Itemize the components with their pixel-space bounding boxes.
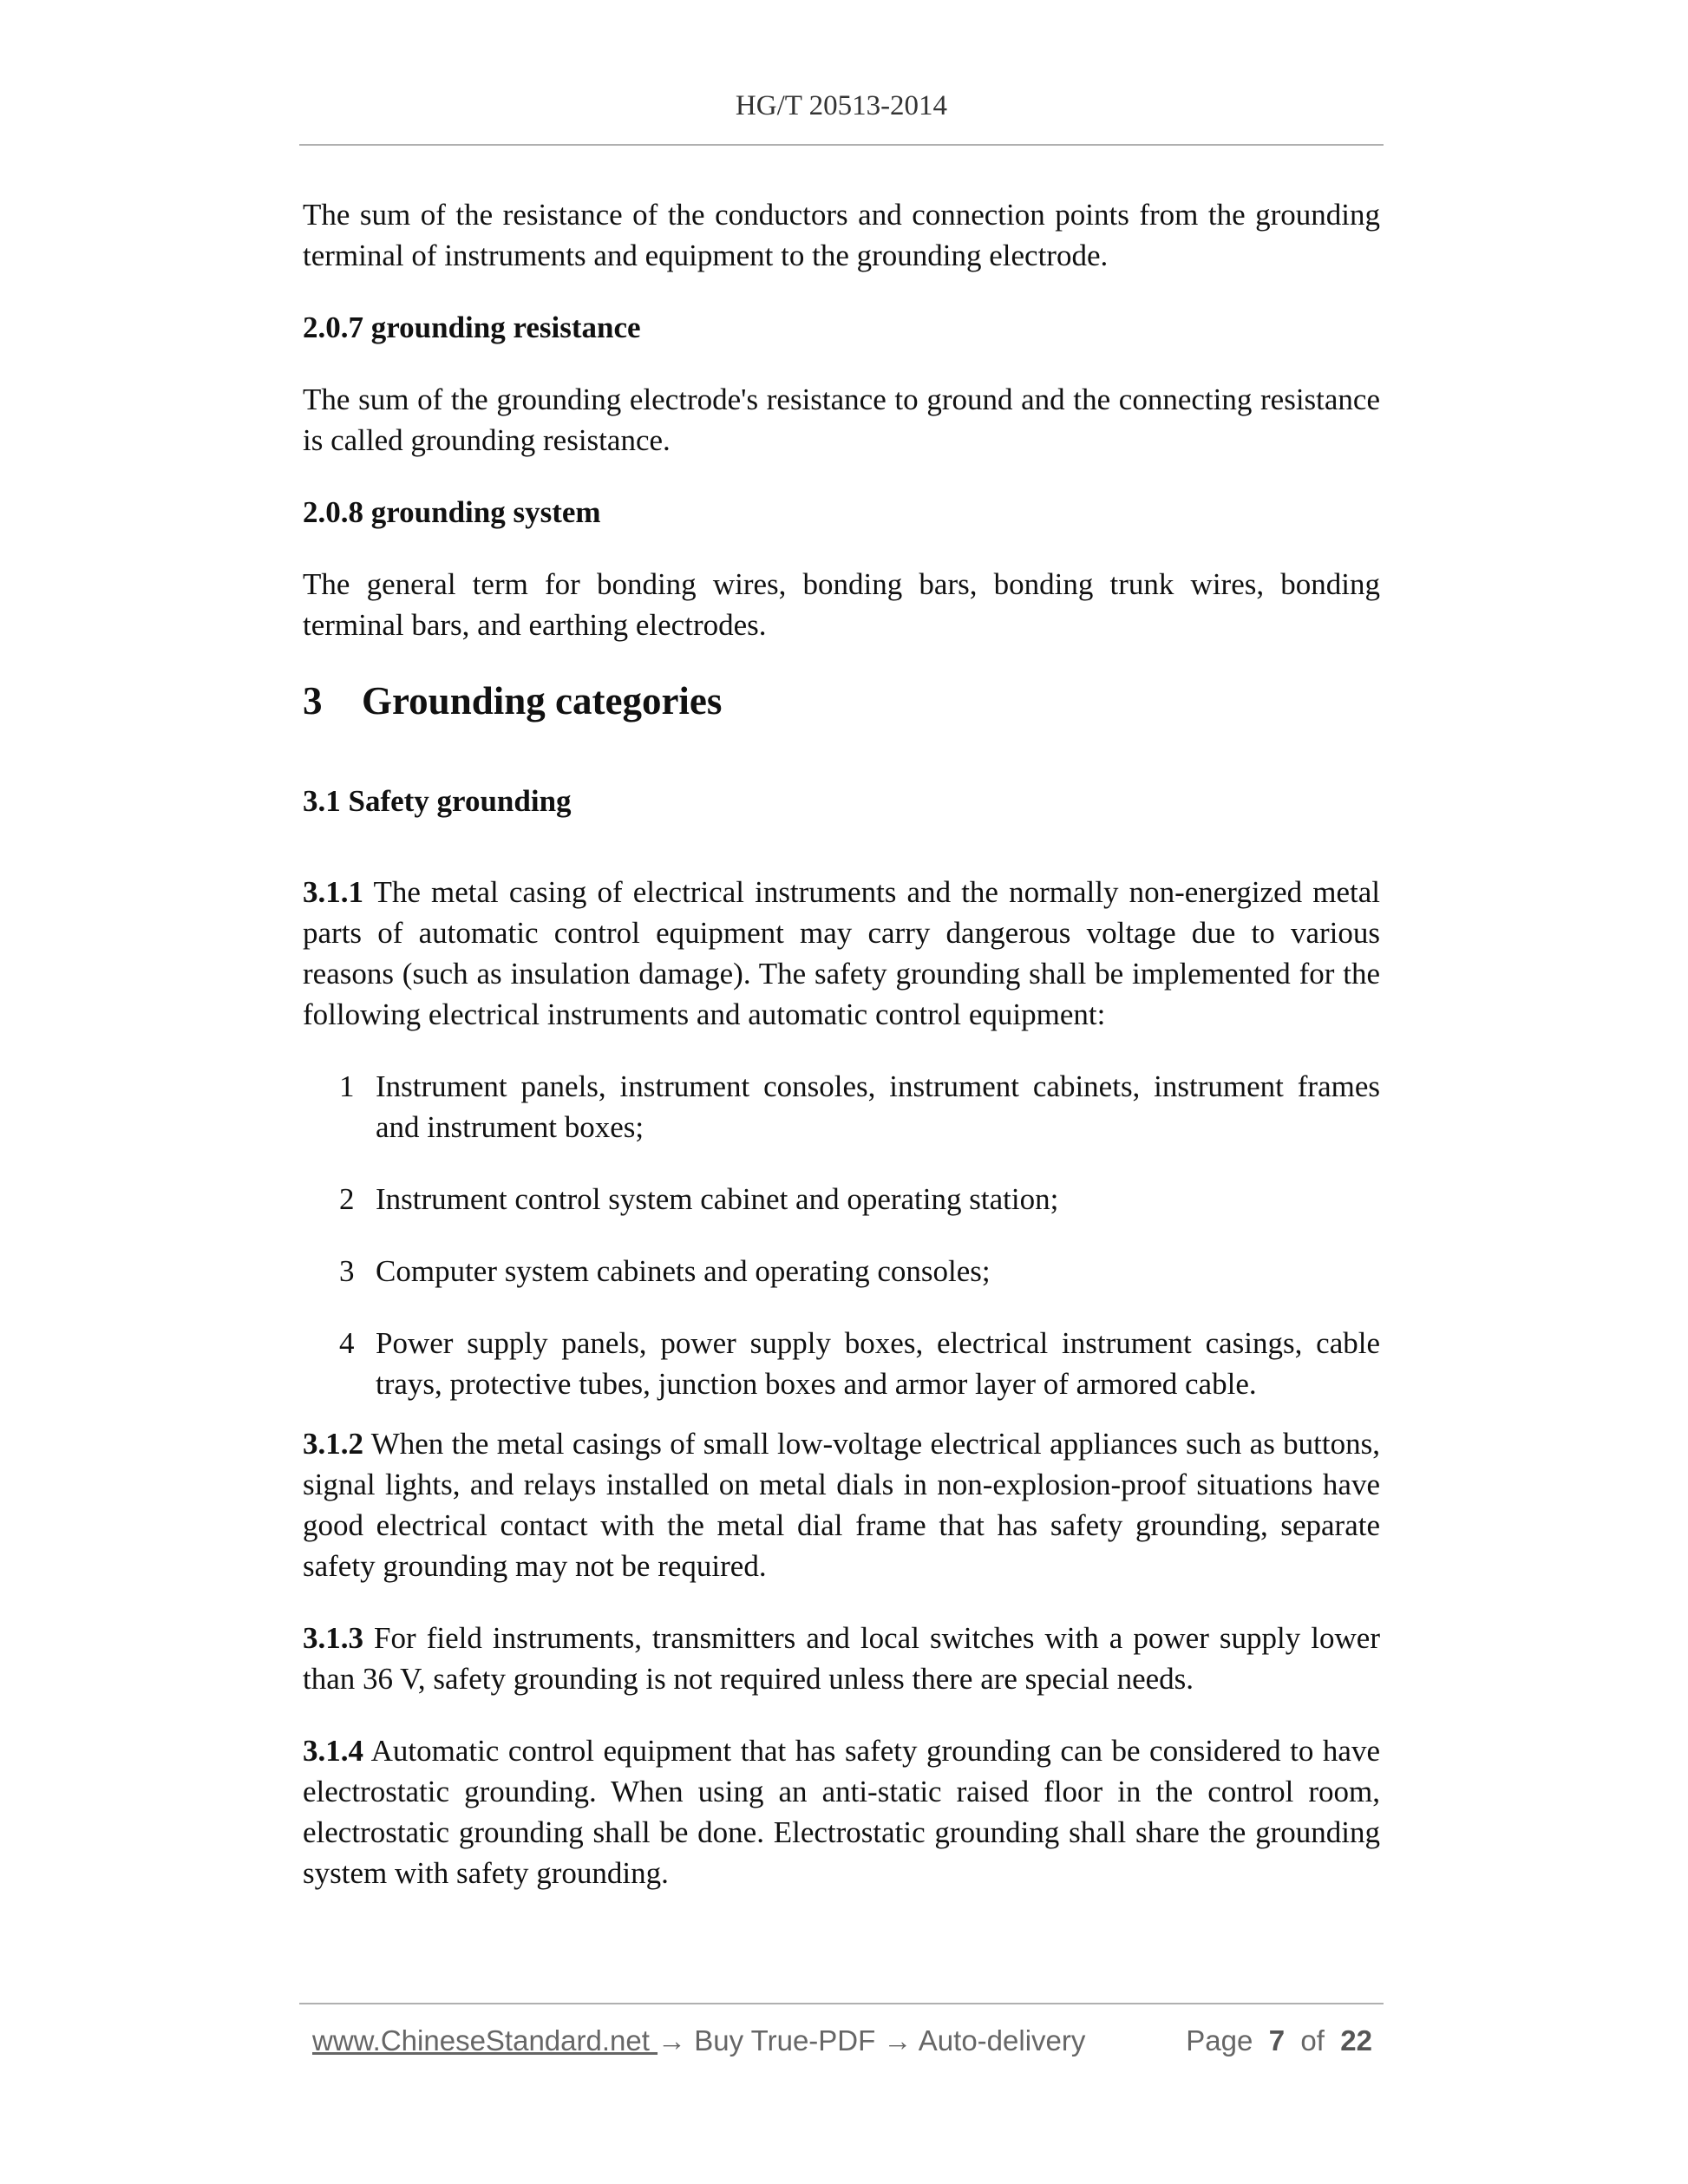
clause-3-1-2-text: When the metal casings of small low-voltage electrical appliances such as buttons, signal lights, and relays installed on metal dials in non-explosion-proof situations have good electrical contact with the metal dial frame that has safety grounding, separate safety grounding may not be required. <box>303 1427 1380 1583</box>
term-207-text: The sum of the grounding electrode's resistance to ground and the connecting resistance is called grounding resistance. <box>303 383 1380 457</box>
page-label: Page <box>1186 2024 1253 2056</box>
footer-promo <box>312 2024 1085 2057</box>
term-208-text: The general term for bonding wires, bonding bars, bonding trunk wires, bonding terminal bars, and earthing electrodes. <box>303 567 1380 642</box>
intro-paragraph: The sum of the resistance of the conductors and connection points from the grounding terminal of instruments and equipment to the grounding electrode. <box>303 198 1380 272</box>
clause-3-1-2 <box>303 1423 1380 1586</box>
list-item-text: Instrument control system cabinet and operating station; <box>376 1182 1059 1216</box>
list-item-number: 1 <box>339 1069 355 1103</box>
website-link[interactable]: www.ChineseStandard.net <box>312 2024 658 2056</box>
list-item-number: 2 <box>339 1182 355 1216</box>
term-207-heading: 2.0.7 grounding resistance <box>303 311 641 344</box>
section-3-number: 3 <box>303 679 323 723</box>
list-item-number: 3 <box>339 1254 355 1288</box>
clause-3-1-1-text: The metal casing of electrical instruments and the normally non-energized metal parts of automatic control equipment may carry dangerous voltage due to various reasons (such as insulation damage). The safety grounding shall be implemented for the following electrical instruments and automatic control equipment: <box>303 875 1380 1031</box>
term-208-heading: 2.0.8 grounding system <box>303 495 601 529</box>
clause-3-1-3-text: For field instruments, transmitters and local switches with a power supply lower than 36 V, safety grounding is not required unless there are special needs. <box>303 1621 1380 1696</box>
page-header: HG/T 20513-2014 <box>735 90 948 121</box>
page-footer <box>312 2024 1372 2057</box>
section-3-1-heading: 3.1 Safety grounding <box>303 784 572 818</box>
clause-3-1-3-number: 3.1.3 <box>303 1621 363 1655</box>
list-item-number: 4 <box>339 1326 355 1360</box>
clause-3-1-1-number: 3.1.1 <box>303 875 363 909</box>
list-item <box>303 1066 1380 1148</box>
of-label: of <box>1300 2024 1325 2056</box>
footer-promo-text: → Buy True-PDF → Auto-delivery <box>658 2024 1086 2056</box>
page-counter <box>1186 2024 1372 2057</box>
section-3-title: Grounding categories <box>362 679 723 723</box>
main-content <box>303 194 1380 1925</box>
list-item <box>303 1179 1380 1220</box>
page-total: 22 <box>1340 2024 1372 2056</box>
list-item-text: Instrument panels, instrument consoles, instrument cabinets, instrument frames and instrument boxes; <box>376 1069 1380 1144</box>
equipment-list <box>303 1066 1380 1404</box>
list-item <box>303 1323 1380 1404</box>
page-number: 7 <box>1268 2024 1286 2056</box>
list-item <box>303 1251 1380 1291</box>
clause-3-1-4-number: 3.1.4 <box>303 1734 363 1768</box>
list-item-text: Computer system cabinets and operating consoles; <box>376 1254 991 1288</box>
clause-3-1-2-number: 3.1.2 <box>303 1427 363 1461</box>
footer-rule <box>299 2003 1384 2004</box>
clause-3-1-3 <box>303 1618 1380 1699</box>
section-3-heading <box>303 677 1380 725</box>
clause-3-1-1 <box>303 872 1380 1035</box>
clause-3-1-4-text: Automatic control equipment that has safety grounding can be considered to have electrostatic grounding. When using an anti-static raised floor in the control room, electrostatic grounding shall be done. Electrostatic grounding shall share the grounding system with safety grounding. <box>303 1734 1380 1890</box>
clause-3-1-4 <box>303 1730 1380 1893</box>
list-item-text: Power supply panels, power supply boxes, electrical instrument casings, cable trays, protective tubes, junction boxes and armor layer of armored cable. <box>376 1326 1380 1401</box>
header-rule <box>299 144 1384 146</box>
